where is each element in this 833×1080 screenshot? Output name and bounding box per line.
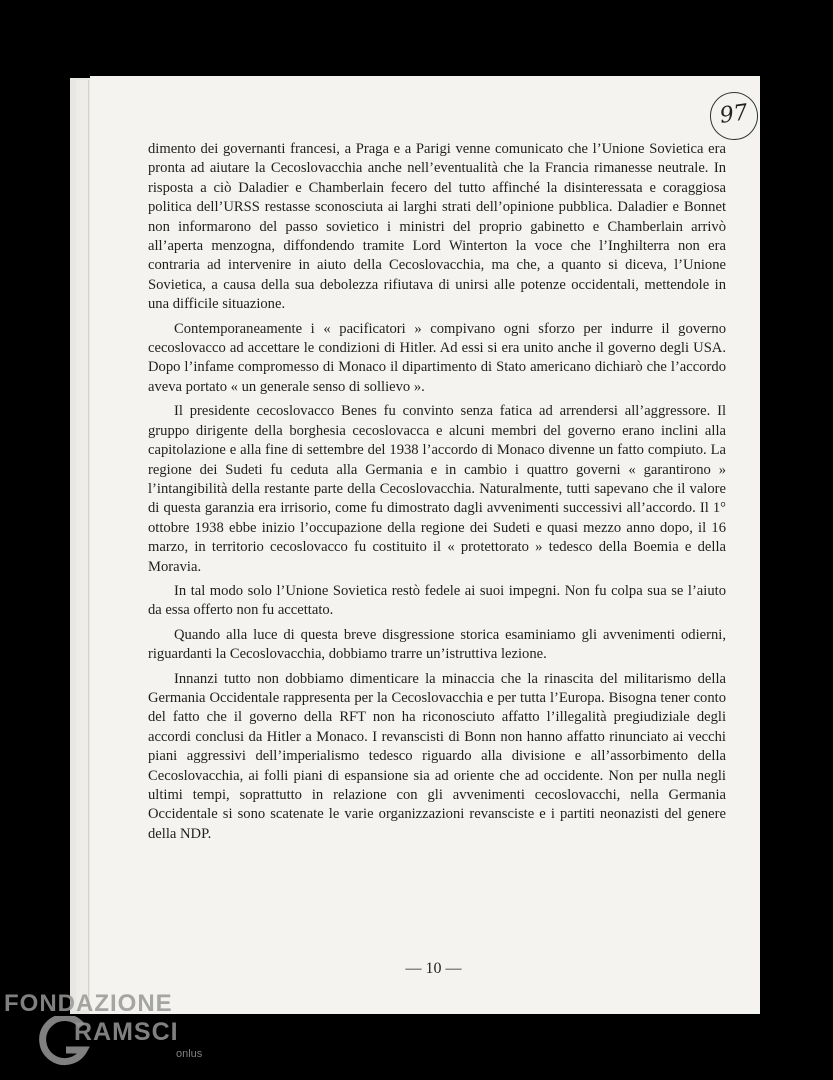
paragraph: Contemporaneamente i « pacificatori » compivano ogni sforzo per indurre il governo cecoslovacco ad accettare le condizioni di Hitler. Ad essi si era unito anche il governo degli USA. Dopo l’infame compromesso di Monaco il dipartimento di Stato americano dichiarò che l’accordo aveva portato « un generale senso di sollievo ». xyxy=(148,320,726,395)
watermark-line1: FONDAZIONE xyxy=(4,990,173,1017)
watermark-line3: onlus xyxy=(176,1048,203,1060)
paragraph: Innanzi tutto non dobbiamo dimenticare la minaccia che la rinascita del militarismo della Germania Occidentale rappresenta per la Cecoslovacchia e per tutta l’Europa. Bisogna tener conto del fatto che il governo della RFT non ha riconosciuto affatto l’illegalità pregiudiziale degli accordi conclusi da Hitler a Monaco. I revanscisti di Bonn non hanno affatto rinunciato ai vecchi piani aggressivi dell’imperialismo tedesco riguardo alla divisione e all’assorbimento della Cecoslovacchia, ai folli piani di espansione sia ad oriente che ad occidente. Non per nulla negli ultimi tempi, soprattutto in relazione con gli avvenimenti cecoslovacchi, nella Germania Occidentale si sono scatenate le varie organizzazioni revansciste e i partiti neonazisti del genere della NDP. xyxy=(148,670,726,842)
paragraph: dimento dei governanti francesi, a Praga e a Parigi venne comunicato che l’Unione Sovietica era pronta ad aiutare la Cecoslovacchia anche nell’eventualità che la Francia rimanesse neutrale. In risposta a ciò Daladier e Chamberlain fecero del tutto affinché la disinteressata e coraggiosa politica dell’URSS restasse sconosciuta ai larghi strati dell’opinione pubblica. Daladier e Bonnet non informarono del passo sovietico i ministri del proprio gabinetto e Chamberlain arrivò all’aperta menzogna, diffondendo tramite Lord Winterton la voce che l’Inghilterra non era contraria ad intervenire in aiuto della Cecoslovacchia, ma che, a quanto si diceva, l’Unione Sovietica, a causa della sua debolezza rifiutava di unirsi alle potenze occidentali, mettendole in una difficile situazione. xyxy=(148,141,726,313)
watermark-logo xyxy=(4,990,214,1075)
handwritten-page-annotation: 97 xyxy=(707,89,761,143)
page-edge xyxy=(82,80,89,1010)
paragraph: Il presidente cecoslovacco Benes fu convinto senza fatica ad arrendersi all’aggressore. Il gruppo dirigente della borghesia cecoslovacca e alcuni membri del governo erano inclini alla capitolazione e alla fine di settembre del 1938 l’accordo di Monaco divenne un fatto compiuto. La regione dei Sudeti fu ceduta alla Germania e in cambio i quattro governi « garantirono » l’intangibilità della restante parte della Cecoslovacchia. Naturalmente, tutti sapevano che il valore di questa garanzia era irrisorio, come fu dimostrato dagli avvenimenti successivi all’accordo. Il 1° ottobre 1938 ebbe inizio l’occupazione della regione dei Sudeti e quasi mezzo anno dopo, il 16 marzo, in territorio cecoslovacco fu costituito il « protettorato » tedesco della Boemia e della Moravia. xyxy=(148,403,726,575)
page-number: — 10 — xyxy=(405,960,462,977)
body-text xyxy=(148,140,726,849)
watermark-line2: RAMSCI xyxy=(74,1018,179,1046)
paragraph: In tal modo solo l’Unione Sovietica restò fedele ai suoi impegni. Non fu colpa sua se l’aiuto da essa offerto non fu accettato. xyxy=(148,582,726,619)
paragraph: Quando alla luce di questa breve disgressione storica esaminiamo gli avvenimenti odierni, riguardanti la Cecoslovacchia, dobbiamo trarre un’istruttiva lezione. xyxy=(148,626,726,663)
